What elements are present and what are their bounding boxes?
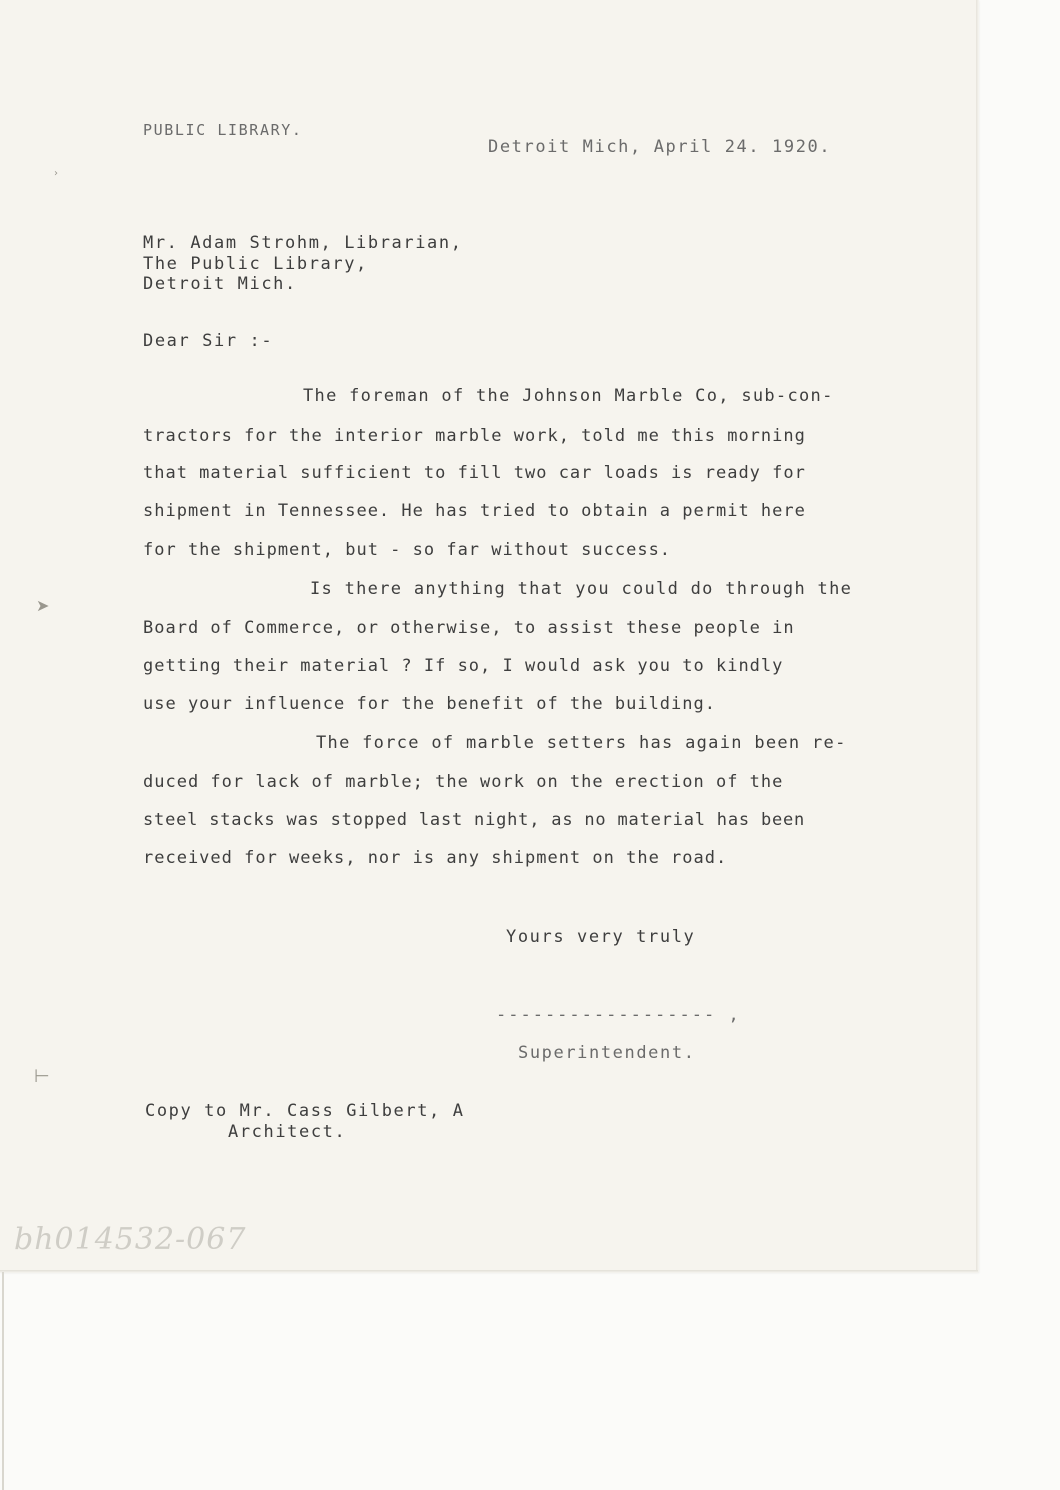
punch-mark-icon: ⊢ <box>34 1066 50 1087</box>
body-line-12: steel stacks was stopped last night, as no material has been <box>143 810 806 830</box>
punch-mark-icon: ➤ <box>36 596 50 615</box>
recipient-line-1: Mr. Adam Strohm, Librarian, <box>143 233 463 253</box>
body-line-5: for the shipment, but - so far without success. <box>143 540 672 560</box>
copy-note-line-2: Architect. <box>228 1122 347 1142</box>
punch-mark-icon: › <box>54 168 58 179</box>
body-line-9: use your influence for the benefit of the building. <box>143 694 716 714</box>
recipient-line-2: The Public Library, <box>143 254 368 274</box>
paper-edge <box>976 0 979 1272</box>
body-line-2: tractors for the interior marble work, told me this morning <box>143 426 806 446</box>
closing: Yours very truly <box>506 927 696 947</box>
recipient-line-3: Detroit Mich. <box>143 274 297 294</box>
signature-title: Superintendent. <box>518 1043 696 1063</box>
body-line-4: shipment in Tennessee. He has tried to obtain a permit here <box>143 501 806 521</box>
body-line-10: The force of marble setters has again been re- <box>316 733 847 753</box>
salutation: Dear Sir :- <box>143 331 274 351</box>
body-line-11: duced for lack of marble; the work on the erection of the <box>143 772 784 792</box>
letterhead: PUBLIC LIBRARY. <box>143 121 303 139</box>
dateline: Detroit Mich, April 24. 1920. <box>488 137 832 157</box>
paper-edge <box>0 1270 978 1273</box>
body-line-3: that material sufficient to fill two car loads is ready for <box>143 463 806 483</box>
body-line-1: The foreman of the Johnson Marble Co, sub-con- <box>303 386 834 406</box>
archive-number: bh014532-067 <box>14 1222 247 1257</box>
body-line-6: Is there anything that you could do through the <box>310 579 853 599</box>
body-line-13: received for weeks, nor is any shipment on the road. <box>143 848 728 868</box>
copy-note-line-1: Copy to Mr. Cass Gilbert, A <box>145 1101 465 1121</box>
body-line-7: Board of Commerce, or otherwise, to assist these people in <box>143 618 795 638</box>
binding-edge <box>2 1272 4 1490</box>
body-line-8: getting their material ? If so, I would ask you to kindly <box>143 656 784 676</box>
signature-line: ------------------ , <box>496 1005 741 1025</box>
